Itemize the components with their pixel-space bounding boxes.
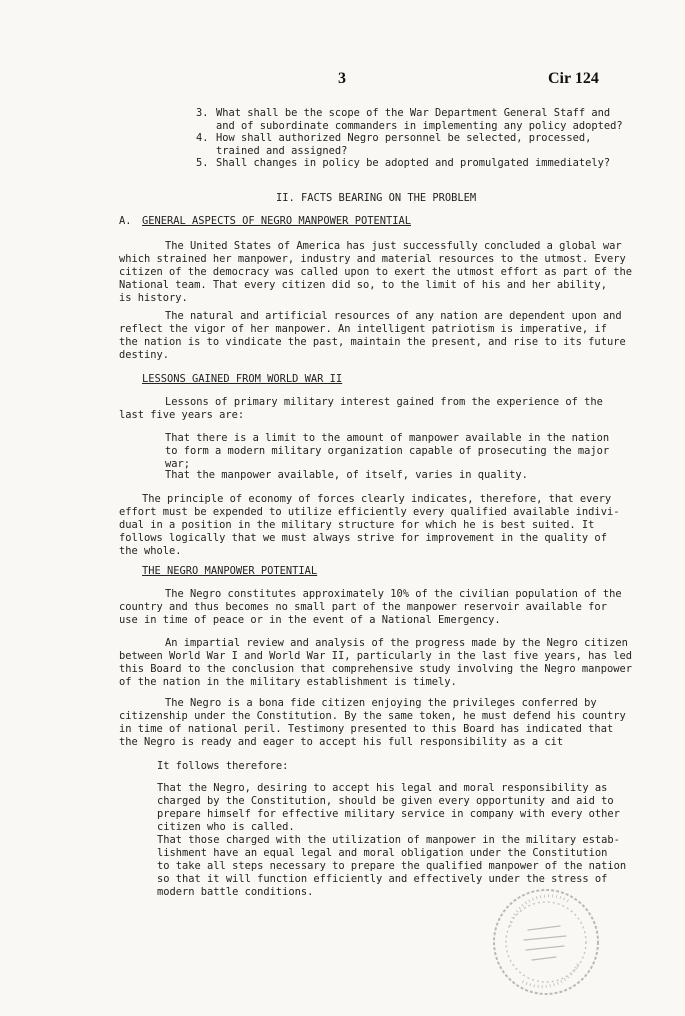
para6-line: between World War I and World War II, particularly in the last five years, has led (119, 650, 632, 662)
quote2-line: citizen who is called. (157, 821, 295, 833)
quote2-line: modern battle conditions. (157, 886, 314, 898)
para4-line: the whole. (119, 545, 182, 557)
subsection-a-heading: GENERAL ASPECTS OF NEGRO MANPOWER POTENTIAL (142, 215, 411, 227)
quote1-line: That there is a limit to the amount of manpower available in the nation (165, 432, 610, 444)
page-number: 3 (338, 70, 346, 87)
quote2-line: That the Negro, desiring to accept his legal and moral responsibility as (157, 782, 608, 794)
para7-line: citizenship under the Constitution. By the same token, he must defend his country (119, 710, 626, 722)
quote2-line: prepare himself for effective military service in company with every other (157, 808, 620, 820)
para1-line: National team. That every citizen did so, to the limit of his and her ability, (119, 279, 607, 291)
para1-line: which strained her manpower, industry and material resources to the utmost. Every (119, 253, 626, 265)
para6-line: this Board to the conclusion that comprehensive study involving the Negro manpower (119, 663, 632, 675)
para4-line: The principle of economy of forces clearly indicates, therefore, that every (142, 493, 612, 505)
heading-lessons: LESSONS GAINED FROM WORLD WAR II (142, 373, 343, 385)
para2-line: reflect the vigor of her manpower. An intelligent patriotism is imperative, if (119, 323, 607, 335)
subsection-a-letter: A. (119, 215, 132, 227)
seal-stamp-icon (490, 886, 602, 998)
para6-line: An impartial review and analysis of the progress made by the Negro citizen (165, 637, 628, 649)
para1-line: citizen of the democracy was called upon to exert the utmost effort as part of the (119, 266, 632, 278)
para3-line: Lessons of primary military interest gained from the experience of the (165, 396, 603, 408)
quote2-line: lishment have an equal legal and moral obligation under the Constitution (157, 847, 608, 859)
quote2-line: That those charged with the utilization of manpower in the military estab- (157, 834, 620, 846)
para6-line: of the nation in the military establishment is timely. (119, 676, 457, 688)
para4-line: dual in a position in the military structure for which he is best suited. It (119, 519, 595, 531)
para5-line: country and thus becomes no small part of the manpower reservoir available for (119, 601, 607, 613)
quote2-line: so that it will function efficiently and effectively under the stress of (157, 873, 608, 885)
para5-line: use in time of peace or in the event of a National Emergency. (119, 614, 501, 626)
para7-line: in time of national peril. Testimony presented to this Board has indicated that (119, 723, 614, 735)
para4-line: follows logically that we must always strive for improvement in the quality of (119, 532, 607, 544)
para1-line: is history. (119, 292, 188, 304)
quote2-line: charged by the Constitution, should be given every opportunity and aid to (157, 795, 614, 807)
para1-line: The United States of America has just successfully concluded a global war (165, 240, 622, 252)
section-title: II. FACTS BEARING ON THE PROBLEM (276, 192, 477, 204)
quote1-line: war; (165, 458, 191, 470)
circular-number: Cir 124 (548, 70, 599, 87)
para4-line: effort must be expended to utilize efficiently every qualified available indivi- (119, 506, 620, 518)
para2-line: destiny. (119, 349, 170, 361)
quote1-line: That the manpower available, of itself, varies in quality. (165, 469, 528, 481)
para3-line: last five years are: (119, 409, 245, 421)
para7-line: the Negro is ready and eager to accept his full responsibility as a cit (119, 736, 564, 748)
para5-line: The Negro constitutes approximately 10% of the civilian population of the (165, 588, 622, 600)
para2-line: The natural and artificial resources of any nation are dependent upon and (165, 310, 622, 322)
quote2-line: to take all steps necessary to prepare the qualified manpower of the nation (157, 860, 627, 872)
para7-line: The Negro is a bona fide citizen enjoying the privileges conferred by (165, 697, 597, 709)
quote1-line: to form a modern military organization capable of prosecuting the major (165, 445, 610, 457)
heading-potential: THE NEGRO MANPOWER POTENTIAL (142, 565, 318, 577)
para8: It follows therefore: (157, 760, 289, 772)
para2-line: the nation is to vindicate the past, maintain the present, and rise to its future (119, 336, 626, 348)
document-page: 3 Cir 124 3. What shall be the scope of the War Department General Staff and and of subordinate commanders in implementing any policy adopted? 4. How shall authorized Negro personnel be selected, processed, trained and assigned? 5. Shall changes in policy be adopted and promulgated immediately? II. FACTS BEARING ON THE PROBLEM A. GENERAL ASPECTS OF NEGRO MANPOWER POTENTIAL The United States of America has just successfully concluded a global war which strained her manpower, industry and material resources to the utmost. Every citizen of the democracy was called upon to exert the utmost effort as part of the National team. That every citizen did so, to the limit of his and her ability, is history. The natural and artificial resources of any nation are dependent upon and reflect the vigor of her manpower. An intelligent patriotism is imperative, if the nation is to vindicate the past, maintain the present, and rise to its future destiny. LESSONS GAINED FROM WORLD WAR II Lessons of primary military interest gained from the experience of the last five years are: That there is a limit to the amount of manpower available in the nation to form a modern military organization capable of prosecuting the major war; That the manpower available, of itself, varies in quality. The principle of economy of forces clearly indicates, therefore, that every effort must be expended to utilize efficiently every qualified available indivi- dual in a position in the military structure for which he is best suited. It follows logically that we must always strive for improvement in the quality of the whole. THE NEGRO MANPOWER POTENTIAL The Negro constitutes approximately 10% of the civilian population of the country and thus becomes no small part of the manpower reservoir available for use in time of peace or in the event of a National Emergency. An impartial review and analysis of the progress made by the Negro citizen between World War I and World War II, particularly in the last five years, has led this Board to the conclusion that comprehensive study involving the Negro manpower of the nation in the military establishment is timely. The Negro is a bona fide citizen enjoying the privileges conferred by citizenship under the Constitution. By the same token, he must defend his country in time of national peril. Testimony presented to this Board has indicated that the Negro is ready and eager to accept his full responsibility as a cit It follows therefore: That the Negro, desiring to accept his legal and moral responsibility as charged by the Constitution, should be given every opportunity and aid to prepare himself for effective military service in company with every other citizen who is called. That those charged with the utilization of manpower in the military estab- lishment have an equal legal and moral obligation under the Constitution to take all steps necessary to prepare the qualified manpower of the nation so that it will function efficiently and effectively under the stress of modern battle conditions. (0, 0, 685, 1016)
